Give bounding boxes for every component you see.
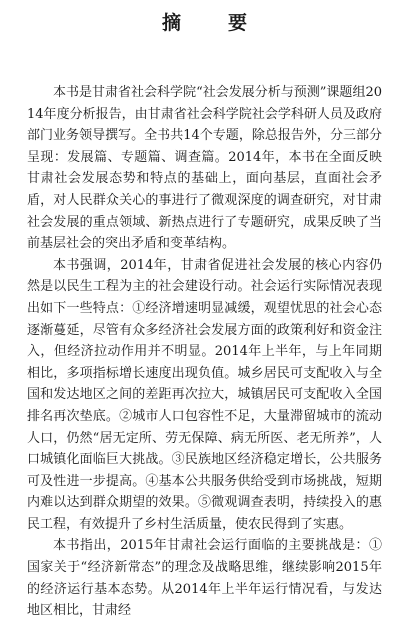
paragraph-intro: 本书是甘肃省社会科学院“社会发展分析与预测”课题组2014年度分析报告，由甘肃省社会科学院社会学科研人员及政府部门业务领导撰写。全书共14个专题，除总报告外，分三部分呈现：发展篇、专题篇、调查篇。2014年，本书在全面反映甘肃社会发展态势和特点的基础上，面向基层，直面社会矛盾，对人民群众关心的事进行了微观深度的调查研究，对甘肃社会发展的重点领域、新热点进行了专题研究，成果反映了当前基层社会的突出矛盾和变革结构。 — [27, 85, 382, 252]
paragraph-challenges: 本书指出，2015年甘肃社会运行面临的主要挑战是：①国家关于“经济新常态”的理念及战略思维，继续影响2015年的经济运行基本态势。从2014年上半年运行情况看，与发达地区相比，甘肃经 — [27, 538, 382, 619]
page-title: 摘 要 — [161, 12, 261, 34]
paragraph-features: 本书强调，2014年，甘肃省促进社会发展的核心内容仍然是以民生工程为主的社会建设行动。社会运行实际情况表现出如下一些特点：①经济增速明显减缓，观望忧思的社会心态逐渐蔓延，尽管有众多经济社会发展方面的政策利好和资金注入，但经济拉动作用并不明显。2014年上半年，与上年同期相比，多项指标增长速度出现负值。城乡居民可支配收入与全国和发达地区之间的差距再次拉大，城镇居民可支配收入全国排名再次垫底。②城市人口包容性不足，大量滞留城市的流动人口，仍然“居无定所、劳无保障、病无所医、老无所养”，人口城镇化面临巨大挑战。③民族地区经济稳定增长，公共服务可及性进一步提高。④基本公共服务供给受到市场挑战，短期内难以达到群众期望的效果。⑤微观调查表明，持续投入的惠民工程，有效提升了乡村生活质量，使农民得到了实惠。 — [27, 257, 382, 532]
